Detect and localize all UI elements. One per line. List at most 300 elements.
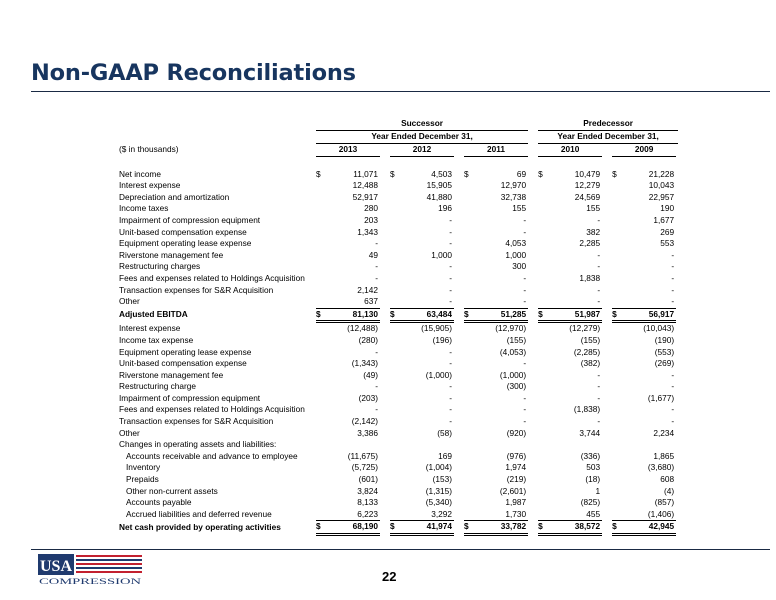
currency-cell: [316, 451, 327, 463]
currency-cell: [390, 322, 401, 335]
table-row: [119, 308, 678, 322]
value-cell: 22,957: [648, 191, 675, 202]
currency-cell: [464, 250, 475, 262]
value-cell: 455: [586, 508, 601, 519]
currency-cell: [316, 250, 327, 262]
gap-cell: [380, 370, 390, 382]
gap-cell: [602, 215, 612, 227]
currency-cell: [390, 273, 401, 285]
value-cell: -: [523, 272, 527, 283]
gap-cell: [380, 404, 390, 416]
table-row: [119, 521, 678, 535]
currency-cell: [464, 273, 475, 285]
gap-cell: [454, 261, 464, 273]
gap-cell: [676, 347, 678, 359]
value-cell: (2,142): [351, 416, 378, 427]
table-row: [119, 497, 678, 509]
dollar-sign: $: [464, 168, 469, 179]
value-cell: 24,569: [574, 191, 601, 202]
value-cell: 190: [660, 203, 675, 214]
table-row: [119, 169, 678, 181]
value-cell: (280): [358, 334, 378, 345]
year-header-2009: 2009: [612, 144, 676, 157]
gap-cell: [602, 497, 612, 509]
value-cell: -: [523, 284, 527, 295]
gap-cell: [676, 509, 678, 521]
table-row: [119, 322, 678, 335]
currency-cell: [538, 439, 549, 451]
gap-cell: [454, 439, 464, 451]
currency-cell: [538, 296, 549, 308]
gap-cell: [380, 250, 390, 262]
row-label: Impairment of compression equipment: [119, 392, 261, 403]
currency-cell: [612, 322, 623, 335]
value-cell: -: [597, 296, 601, 307]
currency-cell: [390, 347, 401, 359]
value-cell: (601): [358, 474, 378, 485]
value-cell: 12,279: [574, 180, 601, 191]
gap-cell: [676, 296, 678, 308]
currency-cell: [464, 509, 475, 521]
gap-cell: [676, 335, 678, 347]
gap-cell: [602, 393, 612, 405]
gap-cell: [454, 521, 464, 535]
successor-period-header: Year Ended December 31,: [316, 131, 528, 144]
currency-cell: [316, 192, 327, 204]
value-cell: (18): [585, 474, 601, 485]
currency-cell: [316, 497, 327, 509]
value-cell: -: [671, 381, 675, 392]
value-cell: 1,000: [505, 249, 527, 260]
gap-cell: [602, 474, 612, 486]
currency-cell: [464, 486, 475, 498]
table-row: [119, 296, 678, 308]
gap-cell: [380, 416, 390, 428]
value-cell: (12,970): [495, 323, 527, 334]
page-title: Non-GAAP Reconciliations: [31, 60, 356, 86]
currency-cell: [464, 451, 475, 463]
value-cell: 3,744: [579, 427, 601, 438]
gap-cell: [676, 180, 678, 192]
value-cell: 155: [512, 203, 527, 214]
gap-cell: [380, 238, 390, 250]
gap-cell: [676, 157, 678, 169]
value-cell: (2,601): [499, 485, 527, 496]
row-label: Other: [119, 296, 140, 307]
value-cell: 553: [660, 238, 675, 249]
row-label: Net cash provided by operating activities: [119, 521, 281, 532]
gap-cell: [602, 296, 612, 308]
gap-cell: [380, 296, 390, 308]
row-label: Depreciation and amortization: [119, 191, 230, 202]
value-cell: [475, 157, 528, 169]
value-cell: 68,190: [327, 521, 380, 535]
table-row: [119, 370, 678, 382]
value-cell: 1,865: [653, 450, 675, 461]
dollar-sign: $: [538, 168, 543, 179]
currency-cell: [390, 358, 401, 370]
value-cell: (153): [432, 474, 452, 485]
currency-cell: [538, 238, 549, 250]
gap-cell: [602, 451, 612, 463]
dollar-sign: $: [464, 521, 475, 535]
gap-cell: [528, 192, 538, 204]
value-cell: -: [523, 392, 527, 403]
currency-cell: [316, 381, 327, 393]
gap-cell: [602, 486, 612, 498]
gap-cell: [528, 370, 538, 382]
gap-cell: [380, 169, 390, 181]
value-cell: -: [597, 284, 601, 295]
gap-cell: [454, 509, 464, 521]
year-header-2012: 2012: [390, 144, 454, 157]
value-cell: -: [449, 284, 452, 295]
currency-cell: [390, 335, 401, 347]
gap-cell: [528, 250, 538, 262]
currency-cell: [464, 227, 475, 239]
value-cell: -: [671, 369, 675, 380]
row-label: Transaction expenses for S&R Acquisition: [119, 416, 274, 427]
dollar-sign: $: [612, 168, 617, 179]
value-cell: 1,000: [431, 249, 452, 260]
value-cell: -: [523, 226, 527, 237]
currency-cell: [464, 439, 475, 451]
gap-cell: [676, 308, 678, 322]
gap-cell: [528, 416, 538, 428]
value-cell: (1,677): [647, 392, 675, 403]
gap-cell: [602, 439, 612, 451]
gap-cell: [602, 462, 612, 474]
value-cell: (1,838): [573, 404, 601, 415]
gap-cell: [602, 250, 612, 262]
currency-cell: [612, 157, 623, 169]
currency-cell: [538, 335, 549, 347]
gap-cell: [602, 227, 612, 239]
row-label: Fees and expenses related to Holdings Acquisition: [119, 272, 305, 283]
currency-cell: [316, 509, 327, 521]
currency-cell: [538, 322, 549, 335]
value-cell: (1,004): [425, 462, 452, 473]
value-cell: [475, 439, 528, 451]
currency-cell: [538, 157, 549, 169]
value-cell: -: [449, 261, 452, 272]
value-cell: 8,133: [357, 497, 378, 508]
currency-cell: [464, 261, 475, 273]
currency-cell: [464, 203, 475, 215]
currency-cell: [390, 203, 401, 215]
currency-cell: [390, 486, 401, 498]
value-cell: [401, 157, 454, 169]
value-cell: 1,730: [505, 508, 527, 519]
table-row: [119, 381, 678, 393]
value-cell: (12,488): [347, 323, 378, 334]
currency-cell: [538, 261, 549, 273]
gap-cell: [528, 157, 538, 169]
currency-cell: [612, 497, 623, 509]
value-cell: -: [671, 404, 675, 415]
gap-cell: [380, 157, 390, 169]
gap-cell: [454, 486, 464, 498]
gap-cell: [676, 192, 678, 204]
currency-cell: [612, 451, 623, 463]
row-label: Interest expense: [119, 322, 181, 333]
value-cell: -: [597, 416, 601, 427]
value-cell: 33,782: [475, 521, 528, 535]
row-label: Inventory: [126, 462, 161, 473]
row-label: Riverstone management fee: [119, 369, 224, 380]
gap-cell: [454, 215, 464, 227]
value-cell: -: [449, 346, 452, 357]
gap-cell: [676, 404, 678, 416]
value-cell: 81,130: [327, 308, 380, 322]
value-cell: -: [375, 346, 378, 357]
value-cell: -: [449, 358, 452, 369]
gap-cell: [602, 509, 612, 521]
value-cell: 382: [586, 226, 601, 237]
currency-cell: [390, 509, 401, 521]
currency-cell: [464, 157, 475, 169]
currency-cell: [538, 404, 549, 416]
table-row: [119, 180, 678, 192]
currency-cell: [612, 238, 623, 250]
gap-cell: [602, 521, 612, 535]
gap-cell: [602, 347, 612, 359]
gap-cell: [454, 192, 464, 204]
currency-cell: [390, 215, 401, 227]
value-cell: 38,572: [549, 521, 602, 535]
table-row: [119, 347, 678, 359]
gap-cell: [676, 261, 678, 273]
currency-cell: [390, 381, 401, 393]
value-cell: 10,043: [648, 180, 675, 191]
value-cell: 4,503: [431, 168, 452, 179]
gap-cell: [454, 451, 464, 463]
table-row: [119, 428, 678, 440]
row-label: Equipment operating lease expense: [119, 238, 252, 249]
currency-cell: [464, 404, 475, 416]
gap-cell: [380, 381, 390, 393]
currency-cell: [464, 428, 475, 440]
usa-compression-logo: [38, 554, 142, 586]
row-label: Unit-based compensation expense: [119, 226, 247, 237]
value-cell: 15,905: [426, 180, 452, 191]
value-cell: (10,043): [643, 323, 675, 334]
gap-cell: [380, 509, 390, 521]
year-header-2013: 2013: [316, 144, 380, 157]
gap-cell: [602, 180, 612, 192]
value-cell: -: [671, 249, 675, 260]
value-cell: 1,677: [653, 214, 675, 225]
value-cell: [623, 439, 676, 451]
value-cell: [327, 439, 380, 451]
dollar-sign: $: [538, 308, 549, 322]
table-row: [119, 404, 678, 416]
currency-cell: [538, 358, 549, 370]
gap-cell: [380, 393, 390, 405]
gap-cell: [676, 250, 678, 262]
gap-cell: [454, 227, 464, 239]
currency-cell: [538, 203, 549, 215]
value-cell: -: [523, 296, 527, 307]
table-row: [119, 462, 678, 474]
gap-cell: [528, 203, 538, 215]
currency-cell: [464, 474, 475, 486]
table-row: [119, 238, 678, 250]
currency-cell: [316, 157, 327, 169]
gap-cell: [602, 261, 612, 273]
table-row: [119, 273, 678, 285]
dollar-sign: $: [390, 308, 401, 322]
value-cell: (1,000): [425, 369, 452, 380]
gap-cell: [380, 192, 390, 204]
value-cell: (300): [506, 381, 527, 392]
value-cell: -: [375, 261, 378, 272]
currency-cell: [390, 285, 401, 297]
gap-cell: [454, 308, 464, 322]
currency-cell: [538, 347, 549, 359]
gap-cell: [602, 238, 612, 250]
currency-cell: [464, 335, 475, 347]
gap-cell: [454, 157, 464, 169]
row-label: Unit-based compensation expense: [119, 358, 247, 369]
gap-cell: [528, 308, 538, 322]
value-cell: 3,824: [357, 485, 378, 496]
row-label: Restructuring charges: [119, 261, 201, 272]
value-cell: 51,285: [475, 308, 528, 322]
currency-cell: [316, 439, 327, 451]
page-number: 22: [382, 569, 397, 584]
currency-cell: [316, 358, 327, 370]
value-cell: (269): [654, 358, 675, 369]
value-cell: 56,917: [623, 308, 676, 322]
value-cell: (1,406): [647, 508, 675, 519]
value-cell: 41,974: [401, 521, 454, 535]
currency-cell: [316, 462, 327, 474]
gap-cell: [528, 521, 538, 535]
gap-cell: [602, 192, 612, 204]
currency-cell: [538, 250, 549, 262]
row-label: Other: [119, 427, 140, 438]
value-cell: 1,838: [579, 272, 601, 283]
row-label: Income taxes: [119, 203, 169, 214]
value-cell: -: [449, 272, 452, 283]
gap-cell: [602, 370, 612, 382]
currency-cell: [316, 203, 327, 215]
currency-cell: [612, 285, 623, 297]
value-cell: -: [449, 238, 452, 249]
gap-cell: [380, 521, 390, 535]
value-cell: (58): [437, 427, 452, 438]
value-cell: -: [523, 358, 527, 369]
currency-cell: [464, 393, 475, 405]
gap-cell: [676, 215, 678, 227]
value-cell: [327, 157, 380, 169]
year-header-2010: 2010: [538, 144, 602, 157]
dollar-sign: $: [390, 521, 401, 535]
currency-cell: [390, 192, 401, 204]
gap-cell: [602, 322, 612, 335]
table-row: [119, 285, 678, 297]
value-cell: 6,223: [357, 508, 378, 519]
gap-cell: [602, 335, 612, 347]
value-cell: [549, 157, 602, 169]
value-cell: 1,974: [505, 462, 527, 473]
value-cell: 1,987: [505, 497, 527, 508]
gap-cell: [380, 285, 390, 297]
gap-cell: [454, 347, 464, 359]
row-label: Prepaids: [126, 474, 159, 485]
currency-cell: [390, 157, 401, 169]
gap-cell: [380, 308, 390, 322]
value-cell: 503: [586, 462, 601, 473]
gap-cell: [454, 335, 464, 347]
currency-cell: [538, 428, 549, 440]
value-cell: (15,905): [421, 323, 452, 334]
currency-cell: [464, 215, 475, 227]
dollar-sign: $: [612, 521, 623, 535]
gap-cell: [676, 428, 678, 440]
currency-cell: [612, 261, 623, 273]
gap-cell: [676, 474, 678, 486]
currency-cell: [316, 404, 327, 416]
footer-divider: [31, 549, 770, 550]
currency-cell: [612, 180, 623, 192]
gap-cell: [380, 451, 390, 463]
currency-cell: [612, 203, 623, 215]
currency-cell: [612, 215, 623, 227]
currency-cell: [316, 296, 327, 308]
gap-cell: [454, 296, 464, 308]
value-cell: -: [671, 416, 675, 427]
value-cell: 63,484: [401, 308, 454, 322]
gap-cell: [380, 428, 390, 440]
currency-cell: [390, 497, 401, 509]
currency-cell: [464, 296, 475, 308]
predecessor-period-header: Year Ended December 31,: [538, 131, 678, 144]
table-row: [119, 486, 678, 498]
value-cell: (857): [654, 497, 675, 508]
currency-cell: [612, 370, 623, 382]
value-cell: (49): [363, 369, 378, 380]
value-cell: 3,292: [431, 508, 452, 519]
gap-cell: [454, 358, 464, 370]
table-row: [119, 192, 678, 204]
value-cell: 32,738: [500, 191, 527, 202]
gap-cell: [380, 273, 390, 285]
currency-cell: [612, 192, 623, 204]
value-cell: 155: [586, 203, 601, 214]
currency-cell: [612, 439, 623, 451]
value-cell: -: [375, 404, 378, 415]
currency-cell: [316, 322, 327, 335]
currency-cell: [538, 370, 549, 382]
currency-cell: [612, 335, 623, 347]
value-cell: 49: [368, 249, 378, 260]
currency-cell: [316, 486, 327, 498]
value-cell: 10,479: [574, 168, 601, 179]
value-cell: -: [597, 392, 601, 403]
value-cell: (11,675): [347, 450, 378, 461]
gap-cell: [528, 509, 538, 521]
value-cell: 4,053: [505, 238, 527, 249]
gap-cell: [454, 370, 464, 382]
dollar-sign: $: [390, 168, 395, 179]
value-cell: (5,340): [425, 497, 452, 508]
value-cell: (553): [654, 346, 675, 357]
currency-cell: [612, 462, 623, 474]
gap-cell: [454, 273, 464, 285]
currency-cell: [612, 347, 623, 359]
